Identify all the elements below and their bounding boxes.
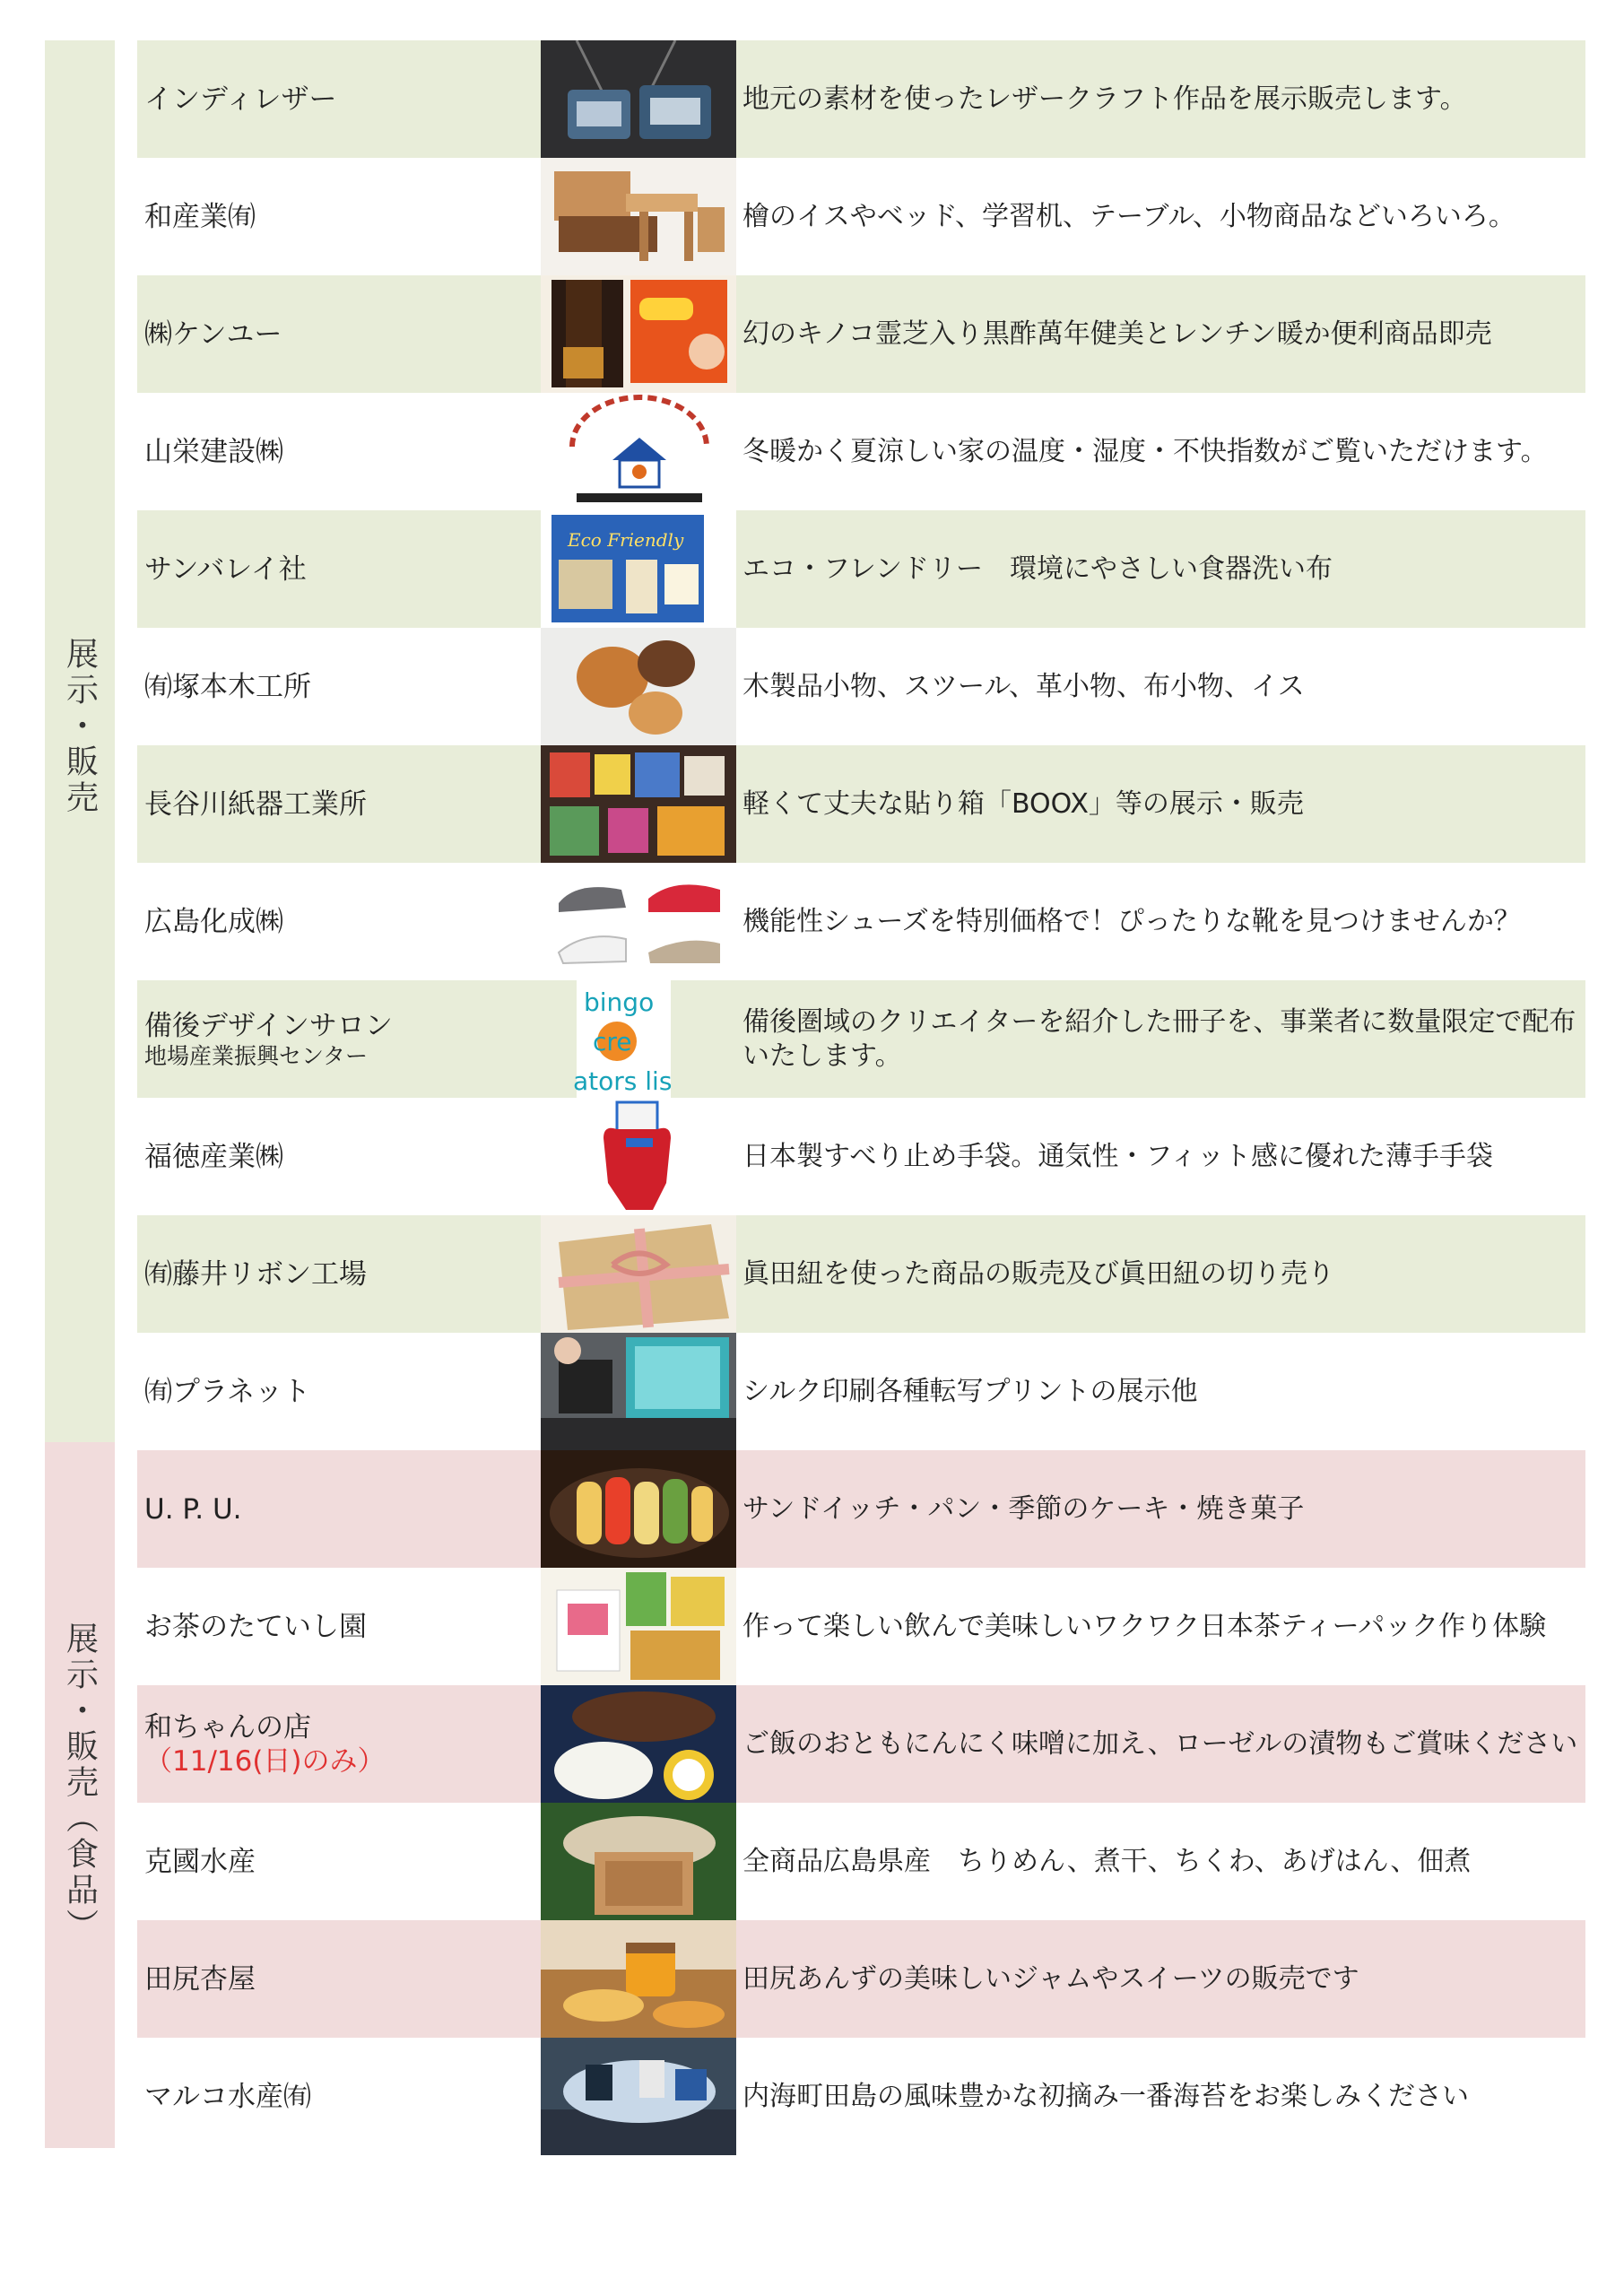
exhibitor-description: 檜のイスやベッド、学習机、テーブル、小物商品などいろいろ。 bbox=[743, 200, 1515, 232]
exhibitor-name-cell bbox=[144, 1215, 539, 1333]
exhibitor-row bbox=[137, 2038, 1585, 2155]
product-photo bbox=[541, 745, 736, 863]
exhibitor-name-cell bbox=[144, 980, 539, 1098]
exhibitor-row bbox=[137, 628, 1585, 745]
exhibitor-name: ㈲塚本木工所 bbox=[144, 670, 311, 703]
category-band-display-sale-food bbox=[45, 1442, 115, 2148]
exhibitor-description: 眞田紐を使った商品の販売及び眞田紐の切り売り bbox=[743, 1257, 1334, 1290]
product-photo bbox=[541, 1568, 736, 1685]
product-photo bbox=[541, 1450, 736, 1568]
category-label: 展示・販売（食品） bbox=[61, 1622, 99, 1944]
exhibitor-row bbox=[137, 1450, 1585, 1568]
exhibitor-name: U. P. U. bbox=[144, 1492, 242, 1526]
exhibitor-row bbox=[137, 863, 1585, 980]
product-photo bbox=[541, 1098, 736, 1215]
exhibitor-description: シルク印刷各種転写プリントの展示他 bbox=[743, 1375, 1198, 1407]
exhibitor-name-cell bbox=[144, 1568, 539, 1685]
exhibitor-name-cell bbox=[144, 510, 539, 628]
exhibitor-name: インディレザー bbox=[144, 83, 337, 116]
exhibitor-row bbox=[137, 158, 1585, 275]
exhibitor-name: 克國水産 bbox=[144, 1845, 256, 1878]
exhibitor-description: サンドイッチ・パン・季節のケーキ・焼き菓子 bbox=[743, 1492, 1305, 1525]
exhibitor-name-cell bbox=[144, 1803, 539, 1920]
exhibitor-name: 和産業㈲ bbox=[144, 200, 256, 233]
exhibitor-name-cell bbox=[144, 745, 539, 863]
exhibitor-name-cell bbox=[144, 393, 539, 510]
exhibitor-name: 田尻杏屋 bbox=[144, 1962, 256, 1996]
exhibitor-name-cell bbox=[144, 158, 539, 275]
eco-logo-text: Eco Friendly bbox=[568, 529, 684, 551]
product-photo bbox=[541, 158, 736, 275]
exhibitor-name: ㈲プラネット bbox=[144, 1375, 311, 1408]
exhibitor-name: 山栄建設㈱ bbox=[144, 435, 283, 468]
exhibitor-description: 日本製すべり止め手袋。通気性・フィット感に優れた薄手手袋 bbox=[743, 1140, 1493, 1172]
product-photo bbox=[541, 1215, 736, 1333]
exhibitor-row bbox=[137, 1568, 1585, 1685]
exhibitor-description: ご飯のおともにんにく味噌に加え、ローゼルの漬物もご賞味ください bbox=[743, 1727, 1578, 1760]
exhibitor-name: 福徳産業㈱ bbox=[144, 1140, 283, 1173]
exhibitor-name-cell bbox=[144, 1333, 539, 1450]
exhibitor-description: 地元の素材を使ったレザークラフト作品を展示販売します。 bbox=[743, 83, 1467, 115]
product-photo bbox=[541, 1920, 736, 2038]
exhibitor-row bbox=[137, 393, 1585, 510]
exhibitor-name-cell bbox=[144, 2038, 539, 2155]
exhibitor-row bbox=[137, 1215, 1585, 1333]
exhibitor-name: 広島化成㈱ bbox=[144, 905, 283, 938]
exhibitor-name-cell bbox=[144, 1685, 539, 1803]
product-photo bbox=[541, 510, 736, 628]
booklet-cover bbox=[541, 980, 736, 1098]
exhibitor-row bbox=[137, 980, 1585, 1098]
exhibitor-row bbox=[137, 1685, 1585, 1803]
exhibitor-name: マルコ水産㈲ bbox=[144, 2080, 311, 2113]
category-label: 展示・販売 bbox=[61, 637, 99, 816]
exhibitor-description: 冬暖かく夏涼しい家の温度・湿度・不快指数がご覧いただけます。 bbox=[743, 435, 1548, 467]
product-photo bbox=[541, 2038, 736, 2155]
exhibitor-row bbox=[137, 745, 1585, 863]
product-photo bbox=[541, 40, 736, 158]
exhibitor-row bbox=[137, 40, 1585, 158]
product-photo bbox=[541, 863, 736, 980]
exhibitor-name: 長谷川紙器工業所 bbox=[144, 787, 367, 821]
logo bbox=[541, 393, 736, 510]
booklet-text-line3: ators lis bbox=[573, 1066, 673, 1096]
exhibitor-affiliation: 地場産業振興センター bbox=[144, 1042, 369, 1069]
exhibitor-description: 内海町田島の風味豊かな初摘み一番海苔をお楽しみください bbox=[743, 2080, 1469, 2112]
product-photo bbox=[541, 1333, 736, 1450]
booklet-text-line2: cre bbox=[593, 1027, 632, 1057]
exhibitor-description: エコ・フレンドリー 環境にやさしい食器洗い布 bbox=[743, 552, 1333, 585]
exhibitor-name-cell bbox=[144, 275, 539, 393]
exhibitor-row bbox=[137, 1333, 1585, 1450]
exhibitor-name: 和ちゃんの店 bbox=[144, 1710, 311, 1744]
exhibitor-description: 作って楽しい飲んで美味しいワクワク日本茶ティーパック作り体験 bbox=[743, 1610, 1547, 1642]
exhibitor-description: 木製品小物、スツール、革小物、布小物、イス bbox=[743, 670, 1305, 702]
category-band-display-sale bbox=[45, 40, 115, 1442]
exhibitor-name-cell bbox=[144, 1450, 539, 1568]
exhibitor-name: サンバレイ社 bbox=[144, 552, 307, 586]
exhibitor-description: 全商品広島県産 ちりめん、煮干、ちくわ、あげはん、佃煮 bbox=[743, 1845, 1472, 1877]
exhibitor-name: 備後デザインサロン bbox=[144, 1009, 393, 1042]
exhibitor-description: 軽くて丈夫な貼り箱「BOOX」等の展示・販売 bbox=[743, 787, 1304, 820]
exhibitor-row bbox=[137, 1920, 1585, 2038]
exhibitor-row bbox=[137, 275, 1585, 393]
exhibitor-name: お茶のたていし園 bbox=[144, 1610, 367, 1643]
exhibitor-name-cell bbox=[144, 863, 539, 980]
product-photo bbox=[541, 275, 736, 393]
product-photo bbox=[541, 1685, 736, 1803]
exhibitor-description: 備後圏域のクリエイターを紹介した冊子を、事業者に数量限定で配布いたします。 bbox=[743, 1005, 1576, 1072]
product-photo bbox=[541, 628, 736, 745]
exhibitor-name: ㈱ケンユー bbox=[144, 317, 282, 351]
exhibitor-date-note: （11/16(日)のみ） bbox=[144, 1744, 386, 1778]
booklet-text-line1: bingo bbox=[584, 987, 655, 1017]
exhibitor-name-cell bbox=[144, 1920, 539, 2038]
exhibitor-name-cell bbox=[144, 40, 539, 158]
exhibitor-name: ㈲藤井リボン工場 bbox=[144, 1257, 367, 1291]
exhibitor-name-cell bbox=[144, 628, 539, 745]
exhibitor-description: 幻のキノコ霊芝入り黒酢萬年健美とレンチン暖か便利商品即売 bbox=[743, 317, 1492, 350]
exhibitor-row bbox=[137, 510, 1585, 628]
exhibitor-name-cell bbox=[144, 1098, 539, 1215]
product-photo bbox=[541, 1803, 736, 1920]
exhibitor-row bbox=[137, 1803, 1585, 1920]
exhibitor-row bbox=[137, 1098, 1585, 1215]
exhibitor-description: 田尻あんずの美味しいジャムやスイーツの販売です bbox=[743, 1962, 1359, 1995]
exhibitor-description: 機能性シューズを特別価格で！ぴったりな靴を見つけませんか？ bbox=[743, 905, 1521, 937]
